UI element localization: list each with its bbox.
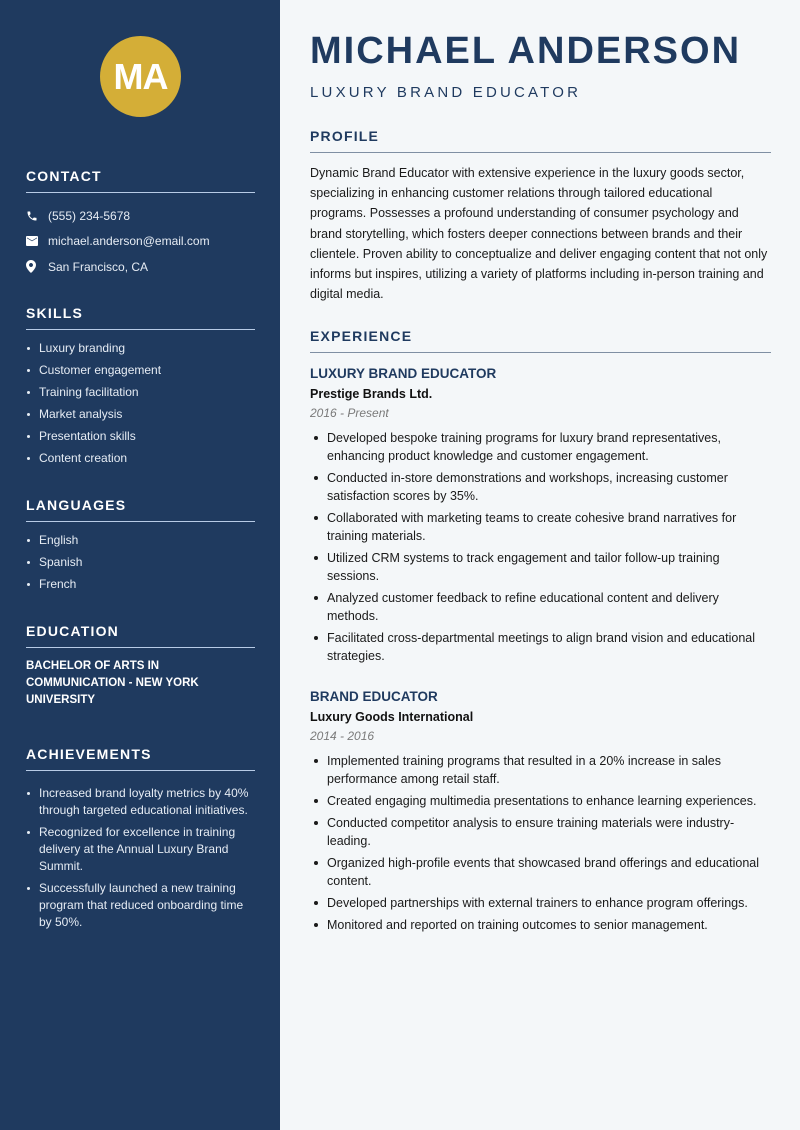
job-dates: 2016 - Present xyxy=(310,406,389,420)
skills-section xyxy=(26,305,255,472)
job-bullet: Developed bespoke training programs for luxury brand representatives, enhancing product knowledge and customer engagement. xyxy=(310,429,771,465)
job-bullet: Developed partnerships with external trainers to enhance program offerings. xyxy=(310,894,771,912)
job-bullet: Monitored and reported on training outcomes to senior management. xyxy=(310,916,771,934)
profile-heading: PROFILE xyxy=(310,128,771,153)
contact-location-text: San Francisco, CA xyxy=(48,259,149,274)
profile-section xyxy=(310,128,771,304)
job-bullet: Collaborated with marketing teams to create cohesive brand narratives for training materials. xyxy=(310,509,771,545)
job-dates: 2014 - 2016 xyxy=(310,729,375,743)
contact-email-text[interactable]: michael.anderson@email.com xyxy=(48,234,210,249)
language-item: Spanish xyxy=(26,554,255,571)
languages-heading: LANGUAGES xyxy=(26,497,255,522)
sidebar xyxy=(0,0,280,1130)
skill-item: Customer engagement xyxy=(26,362,255,379)
candidate-title: LUXURY BRAND EDUCATOR xyxy=(310,84,582,101)
languages-list xyxy=(26,532,255,593)
job-bullet: Utilized CRM systems to track engagement and tailor follow-up training sessions. xyxy=(310,549,771,585)
language-item: French xyxy=(26,576,255,593)
job-bullet: Implemented training programs that resulted in a 20% increase in sales performance among retail staff. xyxy=(310,752,771,788)
education-section xyxy=(26,623,255,709)
job-entry xyxy=(310,689,771,938)
avatar-initials: MA xyxy=(113,55,168,97)
skill-item: Presentation skills xyxy=(26,428,255,445)
contact-location xyxy=(26,254,255,280)
education-degree: BACHELOR OF ARTS IN COMMUNICATION - NEW YORK UNIVERSITY xyxy=(26,660,199,706)
phone-icon xyxy=(26,210,48,222)
profile-text: Dynamic Brand Educator with extensive experience in the luxury goods sector, specializing in enhancing customer relations through tailored educational programs. Possesses a profound understanding of consumer psychology and brand storytelling, which fosters deeper connections between brands and their clientele. Proven ability to conceptualize and deliver engaging content that not only informs but inspires, utilizing a variety of platforms including in-person training and digital media. xyxy=(310,166,768,302)
job-bullet: Organized high-profile events that showcased brand offerings and educational content. xyxy=(310,854,771,890)
achievement-item: Increased brand loyalty metrics by 40% through targeted educational initiatives. xyxy=(26,785,255,819)
skill-item: Luxury branding xyxy=(26,340,255,357)
contact-heading: CONTACT xyxy=(26,168,255,193)
job-bullet: Created engaging multimedia presentations to enhance learning experiences. xyxy=(310,792,771,810)
job-entry xyxy=(310,366,771,669)
candidate-name: MICHAEL ANDERSON xyxy=(310,30,742,72)
language-item: English xyxy=(26,532,255,549)
contact-email xyxy=(26,229,255,255)
contact-phone xyxy=(26,203,255,229)
job-company: Luxury Goods International xyxy=(310,710,474,724)
job-bullet: Facilitated cross-departmental meetings to align brand vision and educational strategies. xyxy=(310,629,771,665)
achievements-section xyxy=(26,746,255,936)
contact-section xyxy=(26,168,255,280)
achievements-heading: ACHIEVEMENTS xyxy=(26,746,255,771)
email-icon xyxy=(26,236,48,246)
achievements-list xyxy=(26,785,255,931)
job-company: Prestige Brands Ltd. xyxy=(310,387,433,401)
contact-list xyxy=(26,203,255,280)
location-pin-icon xyxy=(26,260,48,273)
skills-heading: SKILLS xyxy=(26,305,255,330)
achievement-item: Successfully launched a new training program that reduced onboarding time by 50%. xyxy=(26,880,255,931)
job-title: BRAND EDUCATOR xyxy=(310,689,438,704)
job-bullet: Conducted in-store demonstrations and workshops, increasing customer satisfaction scores by 35%. xyxy=(310,469,771,505)
skills-list xyxy=(26,340,255,467)
achievement-item: Recognized for excellence in training delivery at the Annual Luxury Brand Summit. xyxy=(26,824,255,875)
job-title: LUXURY BRAND EDUCATOR xyxy=(310,366,497,381)
skill-item: Content creation xyxy=(26,450,255,467)
contact-phone-text[interactable]: (555) 234-5678 xyxy=(48,208,131,223)
experience-heading: EXPERIENCE xyxy=(310,328,771,353)
avatar xyxy=(100,36,181,117)
job-bullet: Conducted competitor analysis to ensure training materials were industry-leading. xyxy=(310,814,771,850)
experience-section xyxy=(310,328,771,353)
job-bullets xyxy=(310,752,771,934)
education-heading: EDUCATION xyxy=(26,623,255,648)
skill-item: Market analysis xyxy=(26,406,255,423)
job-bullet: Analyzed customer feedback to refine educational content and delivery methods. xyxy=(310,589,771,625)
languages-section xyxy=(26,497,255,598)
skill-item: Training facilitation xyxy=(26,384,255,401)
job-bullets xyxy=(310,429,771,665)
